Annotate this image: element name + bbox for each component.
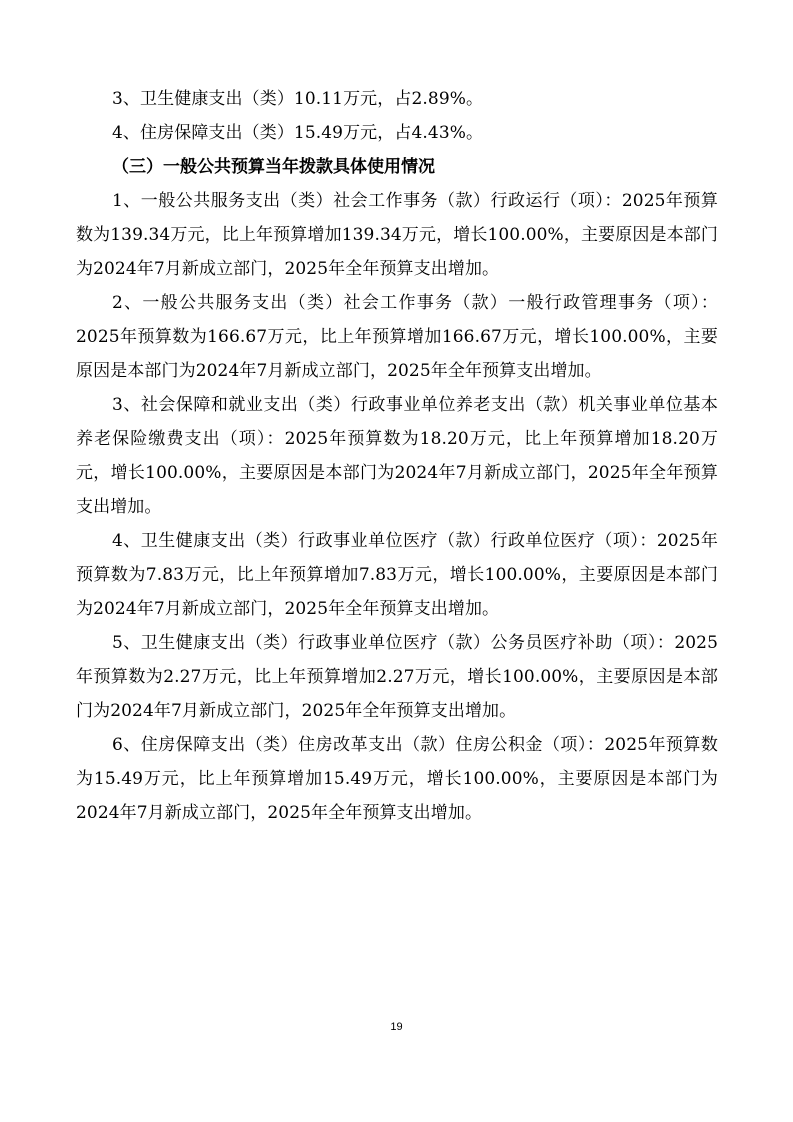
- paragraph-health-expenditure: 3、卫生健康支出（类）10.11万元，占2.89%。: [112, 89, 484, 109]
- item-general-public-service-operation: 1、一般公共服务支出（类）社会工作事务（款）行政运行（项）：2025年预算数为139.34万元，比上年预算增加139.34万元，增长100.00%，主要原因是本部门为2024年7月新成立部门，2025年全年预算支出增加。: [76, 191, 718, 279]
- item-civil-servant-medical-subsidy: 5、卫生健康支出（类）行政事业单位医疗（款）公务员医疗补助（项）：2025年预算数为2.27万元，比上年预算增加2.27万元，增长100.00%，主要原因是本部门为2024年7月新成立部门，2025年全年预算支出增加。: [76, 633, 718, 721]
- page-number: 19: [390, 1021, 403, 1033]
- document-body: [76, 82, 718, 830]
- item-housing-provident-fund: 6、住房保障支出（类）住房改革支出（款）住房公积金（项）：2025年预算数为15.49万元，比上年预算增加15.49万元，增长100.00%，主要原因是本部门为2024年7月新成立部门，2025年全年预算支出增加。: [76, 735, 718, 823]
- item-admin-unit-medical: 4、卫生健康支出（类）行政事业单位医疗（款）行政单位医疗（项）：2025年预算数为7.83万元，比上年预算增加7.83万元，增长100.00%，主要原因是本部门为2024年7月新成立部门，2025年全年预算支出增加。: [76, 531, 718, 619]
- item-general-admin-affairs: 2、一般公共服务支出（类）社会工作事务（款）一般行政管理事务（项）：2025年预算数为166.67万元，比上年预算增加166.67万元，增长100.00%，主要原因是本部门为2024年7月新成立部门，2025年全年预算支出增加。: [76, 293, 718, 381]
- paragraph-housing-expenditure: 4、住房保障支出（类）15.49万元，占4.43%。: [112, 123, 484, 143]
- item-pension-contribution: 3、社会保障和就业支出（类）行政事业单位养老支出（款）机关事业单位基本养老保险缴费支出（项）：2025年预算数为18.20万元，比上年预算增加18.20万元，增长100.00%，主要原因是本部门为2024年7月新成立部门，2025年全年预算支出增加。: [76, 395, 718, 517]
- section-heading: （三）一般公共预算当年拨款具体使用情况: [112, 157, 435, 177]
